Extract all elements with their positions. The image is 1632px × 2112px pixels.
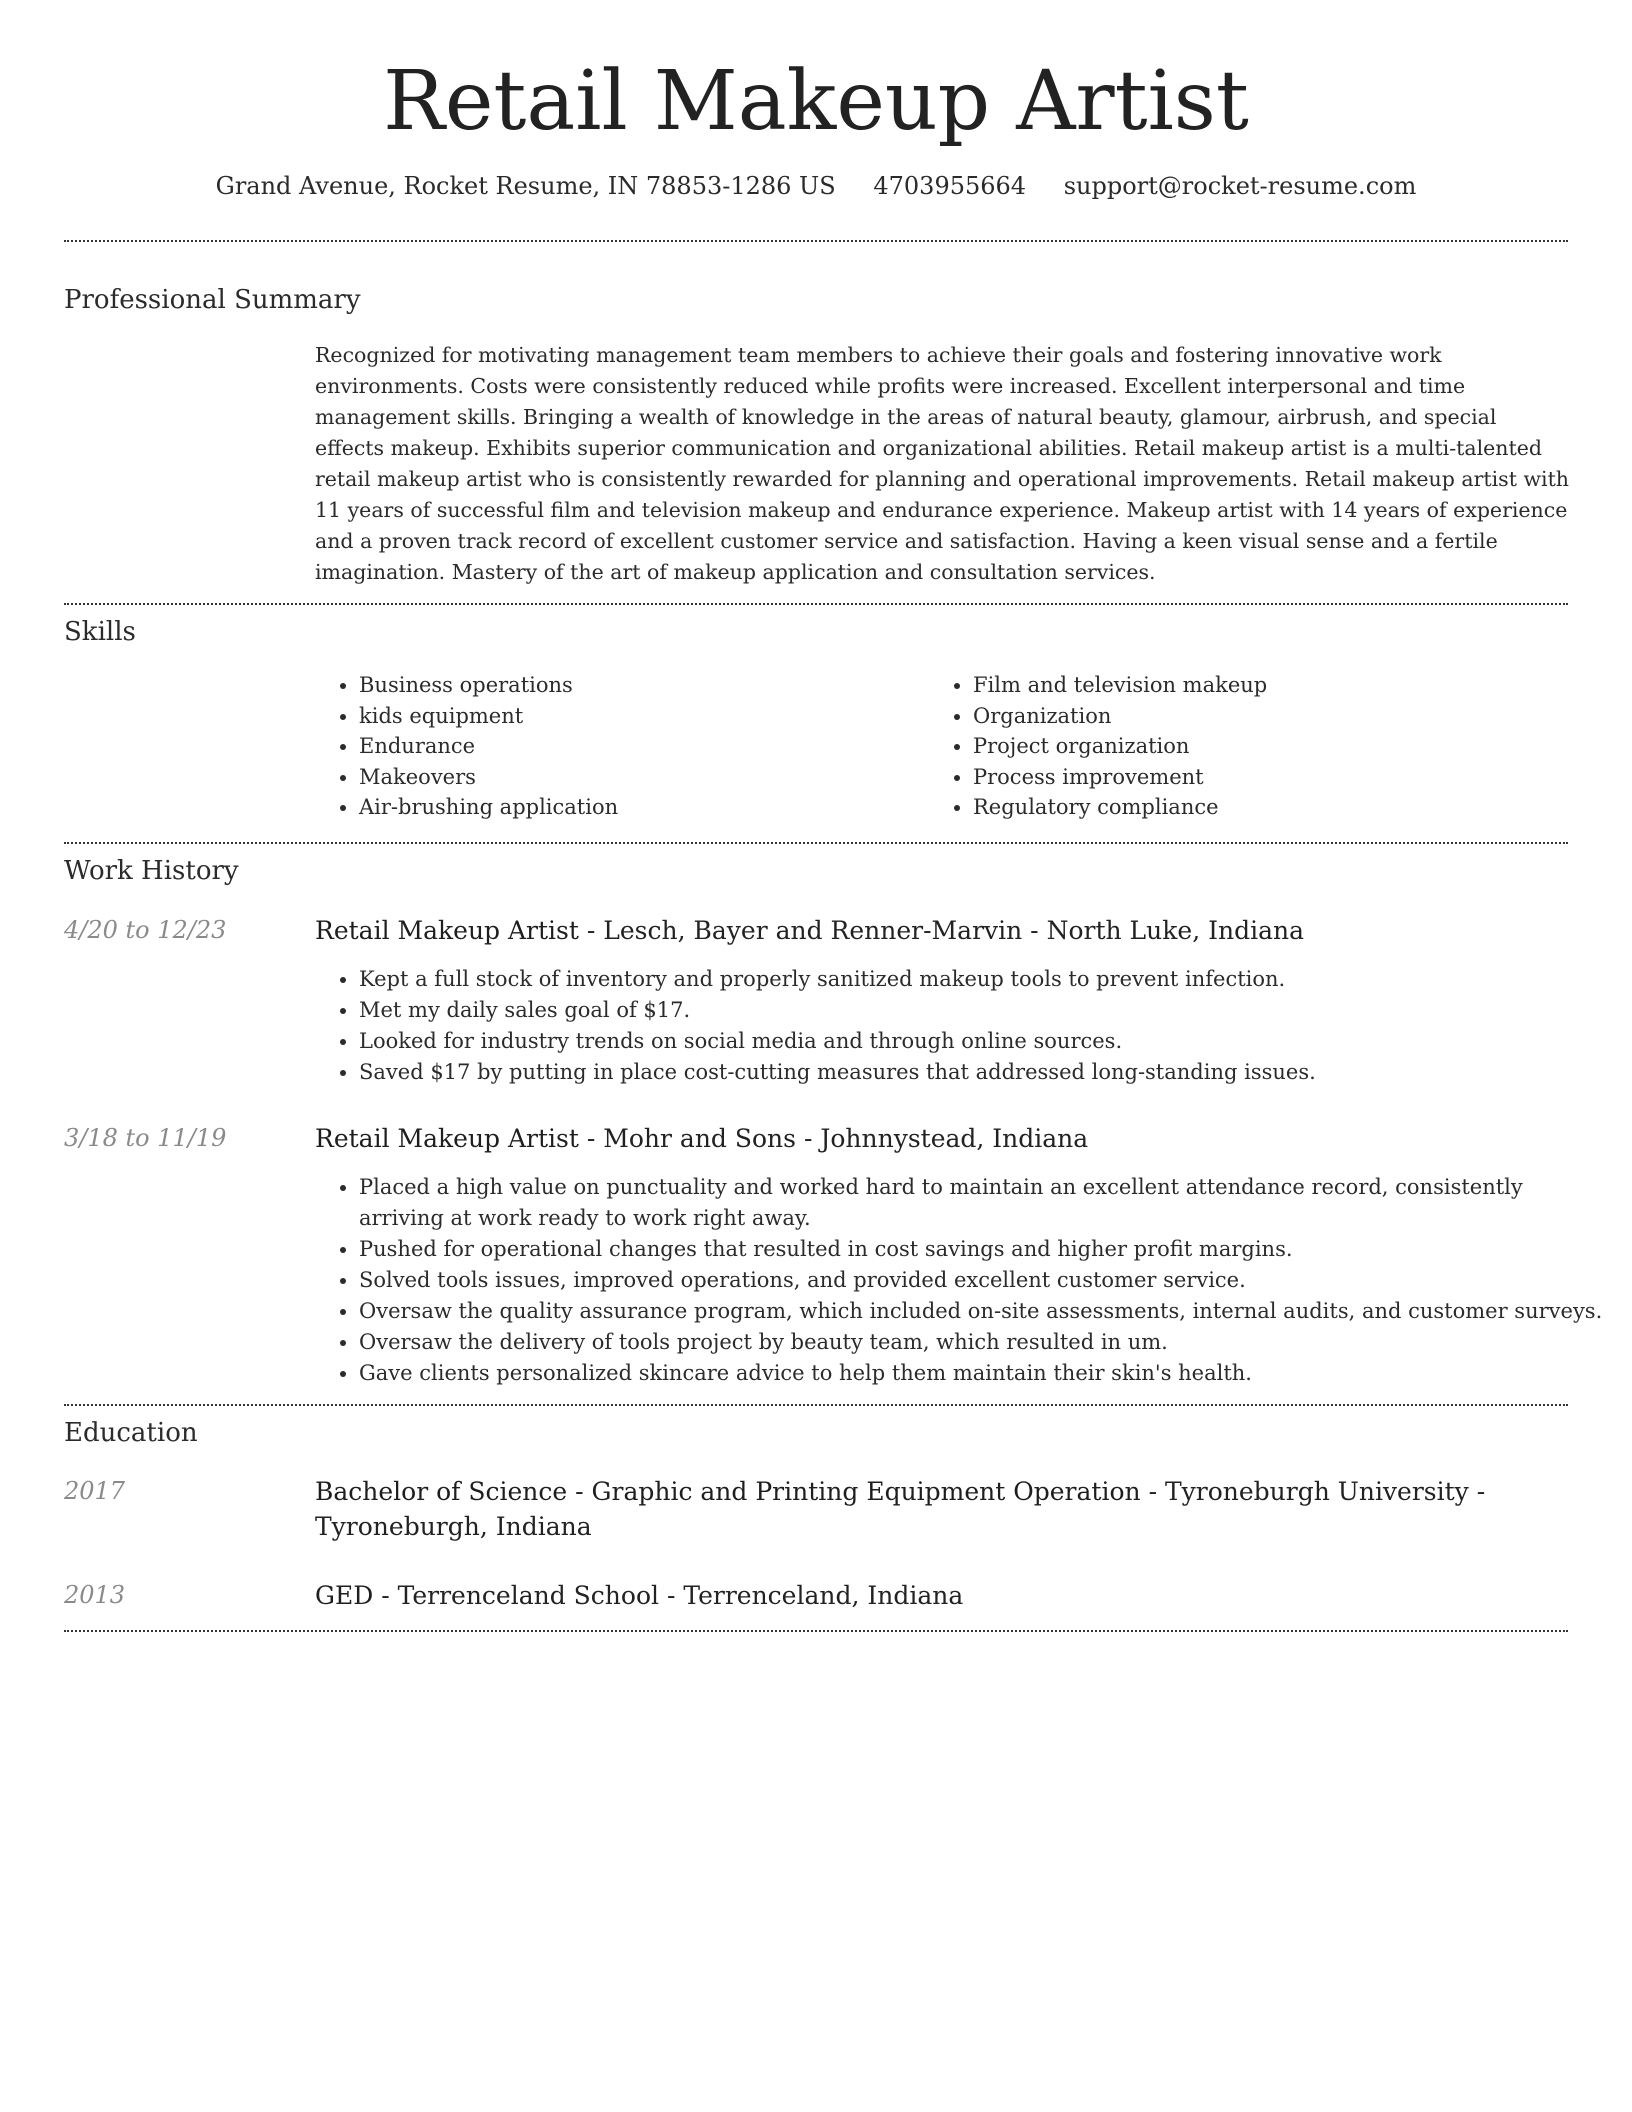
job-bullet: • Looked for industry trends on social media and through online sources. <box>359 1026 1614 1057</box>
job-bullet: • Oversaw the delivery of tools project by beauty team, which resulted in um. <box>359 1327 1614 1358</box>
skill-item: • Organization <box>973 701 1533 732</box>
skill-item: • Regulatory compliance <box>973 792 1533 823</box>
job-bullet: • Gave clients personalized skincare advice to help them maintain their skin's health. <box>359 1358 1614 1389</box>
education-degree: GED <box>315 1581 374 1610</box>
job-bullet: • Oversaw the quality assurance program, which included on-site assessments, internal audits, and customer surveys. <box>359 1296 1614 1327</box>
summary-heading: Professional Summary <box>64 285 361 315</box>
job-bullet: • Placed a high value on punctuality and worked hard to maintain an excellent attendance record, consistently arriving at work ready to work right away. <box>359 1172 1614 1234</box>
divider <box>64 240 1568 242</box>
job-dates: 4/20 to 12/23 <box>64 916 227 944</box>
skill-item: • Air-brushing application <box>359 792 919 823</box>
contact-phone: 4703955664 <box>873 172 1027 200</box>
resume-name: Retail Makeup Artist <box>383 54 1249 149</box>
divider <box>64 1630 1568 1632</box>
job-bullet: • Pushed for operational changes that resulted in cost savings and higher profit margins. <box>359 1234 1614 1265</box>
skill-item: • Project organization <box>973 731 1533 762</box>
job-dates: 3/18 to 11/19 <box>64 1124 227 1152</box>
education-heading: Education <box>64 1418 198 1448</box>
job-bullet: • Solved tools issues, improved operations, and provided excellent customer service. <box>359 1265 1614 1296</box>
education-entry <box>315 1578 1570 1613</box>
contact-line <box>0 170 1632 202</box>
education-entry <box>315 1474 1570 1544</box>
job-bullets <box>315 1172 1614 1389</box>
work-heading: Work History <box>64 856 239 886</box>
contact-address: Grand Avenue, Rocket Resume, IN 78853-1286 US <box>215 172 836 200</box>
skill-item: • Business operations <box>359 670 919 701</box>
skills-heading: Skills <box>64 617 136 647</box>
divider <box>64 842 1568 844</box>
job-title <box>315 913 1570 948</box>
education-school: - Tyroneburgh University - Tyroneburgh, Indiana <box>315 1477 1486 1541</box>
education-year: 2013 <box>64 1581 126 1609</box>
job-bullets <box>315 964 1614 1088</box>
education-degree: Bachelor of Science - Graphic and Printing Equipment Operation <box>315 1477 1141 1506</box>
education-school: - Terrenceland School - Terrenceland, Indiana <box>373 1581 964 1610</box>
skill-item: • Film and television makeup <box>973 670 1533 701</box>
job-bullet: • Met my daily sales goal of $17. <box>359 995 1614 1026</box>
skill-item: • kids equipment <box>359 701 919 732</box>
job-employer: - Lesch, Bayer and Renner-Marvin - North Luke, Indiana <box>578 916 1304 945</box>
skills-list-left <box>315 670 919 823</box>
divider <box>64 603 1568 605</box>
job-bullet: • Kept a full stock of inventory and properly sanitized makeup tools to prevent infection. <box>359 964 1614 995</box>
education-year: 2017 <box>64 1477 126 1505</box>
job-title <box>315 1121 1570 1156</box>
job-employer: - Mohr and Sons - Johnnystead, Indiana <box>578 1124 1089 1153</box>
skill-item: • Endurance <box>359 731 919 762</box>
contact-email: support@rocket-resume.com <box>1063 172 1417 200</box>
job-bullet: • Saved $17 by putting in place cost-cutting measures that addressed long-standing issues. <box>359 1057 1614 1088</box>
divider <box>64 1404 1568 1406</box>
job-role: Retail Makeup Artist <box>315 1124 579 1153</box>
summary-text: Recognized for motivating management team members to achieve their goals and fostering innovative work environments. Costs were consistently reduced while profits were increased. Excellent interpersonal and time management skills. Bringing a wealth of knowledge in the areas of natural beauty, glamour, airbrush, and special effects makeup. Exhibits superior communication and organizational abilities. Retail makeup artist is a multi-talented retail makeup artist who is consistently rewarded for planning and operational improvements. Retail makeup artist with 11 years of successful film and television makeup and endurance experience. Makeup artist with 14 years of experience and a proven track record of excellent customer service and satisfaction. Having a keen visual sense and a fertile imagination. Mastery of the art of makeup application and consultation services. <box>315 343 1570 584</box>
skill-item: • Process improvement <box>973 762 1533 793</box>
skills-list-right <box>929 670 1533 823</box>
skill-item: • Makeovers <box>359 762 919 793</box>
job-role: Retail Makeup Artist <box>315 916 579 945</box>
